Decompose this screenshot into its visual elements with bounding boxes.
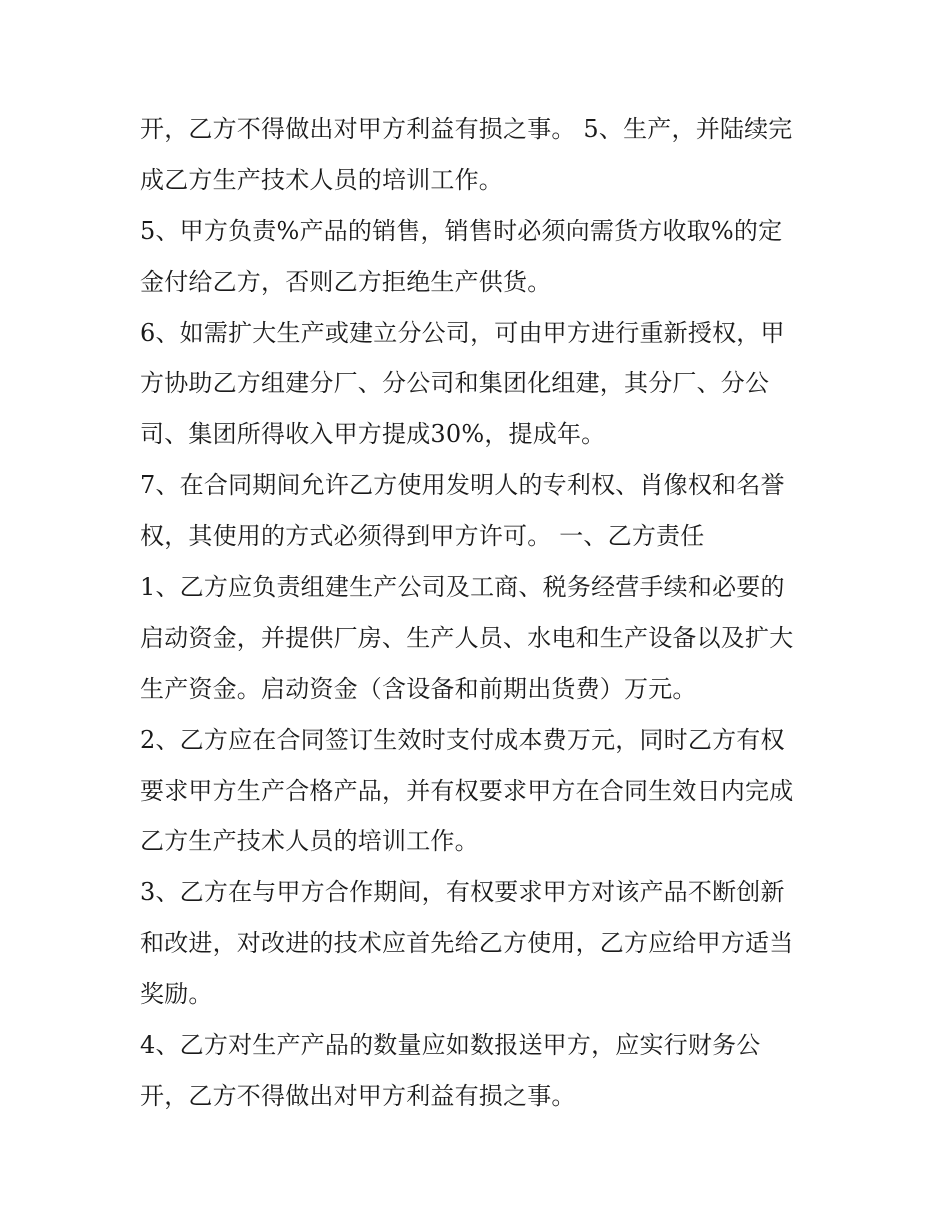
text-line: 1、乙方应负责组建生产公司及工商、税务经营手续和必要的	[140, 573, 785, 602]
text-line: 7、在合同期间允许乙方使用发明人的专利权、肖像权和名誉	[140, 471, 785, 500]
text-line: 权，其使用的方式必须得到甲方许可。 一、乙方责任	[140, 522, 705, 551]
text-line: 4、乙方对生产产品的数量应如数报送甲方，应实行财务公	[140, 1031, 761, 1060]
text-line: 生产资金。启动资金（含设备和前期出货费）万元。	[140, 674, 697, 703]
text-line: 启动资金，并提供厂房、生产人员、水电和生产设备以及扩大	[140, 623, 794, 652]
text-line: 开，乙方不得做出对甲方利益有损之事。	[140, 1081, 576, 1110]
text-line: 2、乙方应在合同签订生效时支付成本费万元，同时乙方有权	[140, 725, 785, 754]
text-line: 5、甲方负责%产品的销售，销售时必须向需货方收取%的定	[140, 216, 783, 245]
text-line: 乙方生产技术人员的培训工作。	[140, 827, 479, 856]
document-body	[140, 104, 820, 1122]
text-line: 方协助乙方组建分厂、分公司和集团化组建，其分厂、分公	[140, 369, 770, 398]
text-line: 和改进，对改进的技术应首先给乙方使用，乙方应给甲方适当	[140, 929, 794, 958]
text-line: 开，乙方不得做出对甲方利益有损之事。 5、生产，并陆续完	[140, 115, 793, 143]
text-line: 成乙方生产技术人员的培训工作。	[140, 165, 503, 194]
text-line: 奖励。	[140, 980, 213, 1009]
text-line: 司、集团所得收入甲方提成30%，提成年。	[140, 420, 606, 449]
text-line: 6、如需扩大生产或建立分公司，可由甲方进行重新授权，甲	[140, 318, 785, 347]
text-line: 金付给乙方，否则乙方拒绝生产供货。	[140, 267, 552, 296]
text-line: 要求甲方生产合格产品，并有权要求甲方在合同生效日内完成	[140, 776, 794, 805]
text-line: 3、乙方在与甲方合作期间，有权要求甲方对该产品不断创新	[140, 878, 785, 907]
